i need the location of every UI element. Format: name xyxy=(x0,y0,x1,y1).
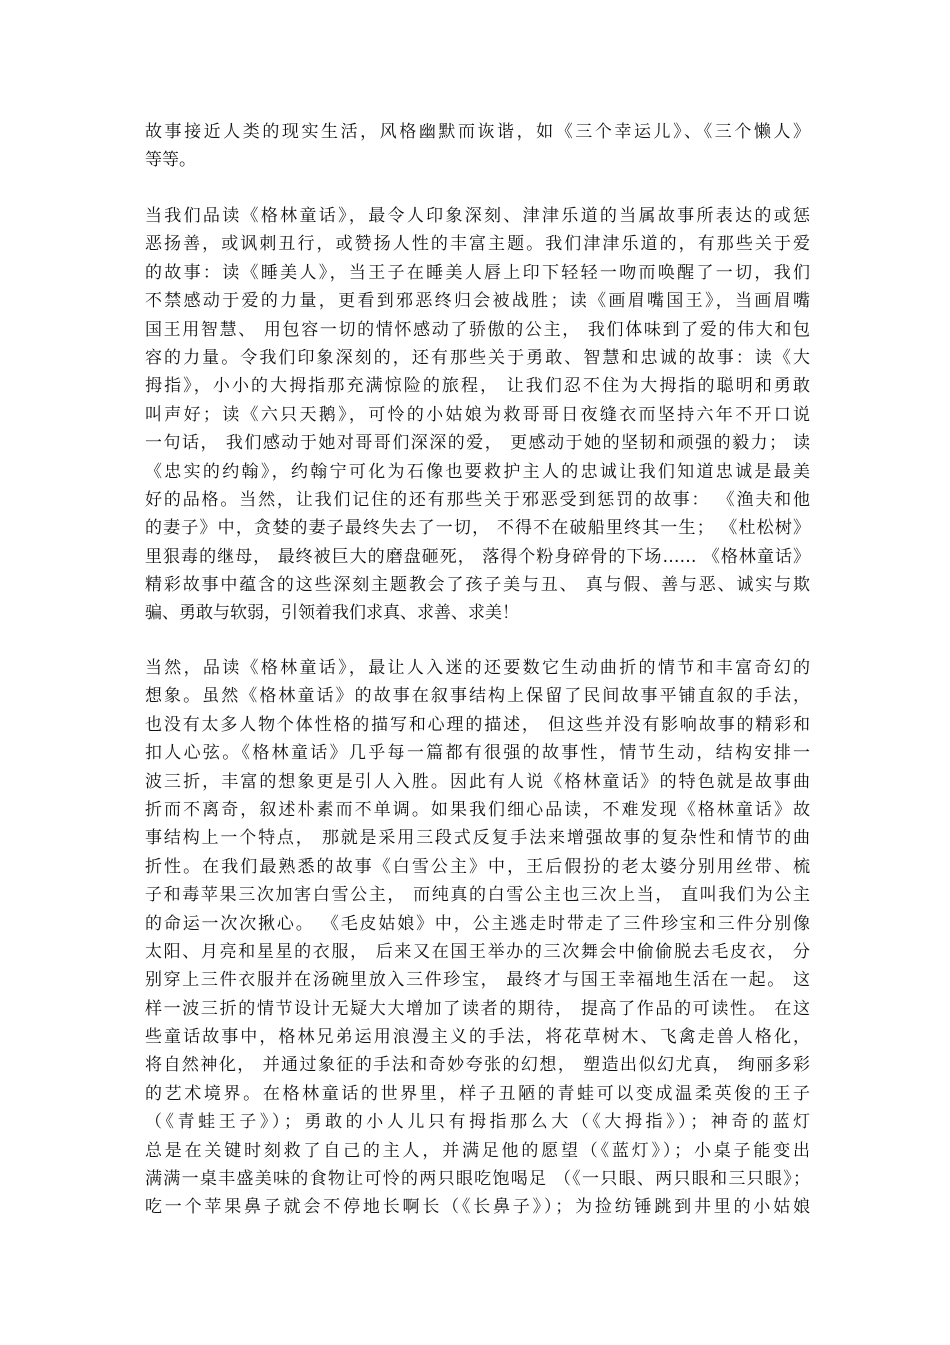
text-line: 一句话， 我们感动于她对哥哥们深深的爱， 更感动于她的坚韧和顽强的毅力； 读 xyxy=(145,433,810,454)
text-line: 样一波三折的情节设计无疑大大增加了读者的期待， 提高了作品的可读性。 在这 xyxy=(145,998,810,1019)
text-line: 的故事：读《睡美人》，当王子在睡美人唇上印下轻轻一吻而唤醒了一切，我们 xyxy=(145,262,810,283)
text-line: 些童话故事中，格林兄弟运用浪漫主义的手法，将花草树木、飞禽走兽人格化， xyxy=(145,1027,810,1048)
text-line: 子和毒苹果三次加害白雪公主， 而纯真的白雪公主也三次上当， 直叫我们为公主 xyxy=(145,885,810,906)
text-line: 总是在关键时刻救了自己的主人，并满足他的愿望（《蓝灯》）；小桌子能变出 xyxy=(145,1140,810,1161)
text-line: 满满一桌丰盛美味的食物让可怜的两只眼吃饱喝足 （《一只眼、两只眼和三只眼》； xyxy=(145,1169,810,1190)
text-line: 波三折，丰富的想象更是引人入胜。因此有人说《格林童话》的特色就是故事曲 xyxy=(145,771,810,792)
text-line: 想象。虽然《格林童话》的故事在叙事结构上保留了民间故事平铺直叙的手法， xyxy=(145,686,810,707)
text-line: （《青蛙王子》）；勇敢的小人儿只有拇指那么大（《大拇指》）；神奇的蓝灯 xyxy=(145,1112,810,1133)
text-line: 好的品格。当然，让我们记住的还有那些关于邪恶受到惩罚的故事： 《渔夫和他 xyxy=(145,489,810,510)
text-line: 将自然神化， 并通过象征的手法和奇妙夸张的幻想， 塑造出似幻尤真， 绚丽多彩 xyxy=(145,1055,810,1076)
text-line: 容的力量。令我们印象深刻的，还有那些关于勇敢、智慧和忠诚的故事：读《大 xyxy=(145,347,810,368)
text-line: 吃一个苹果鼻子就会不停地长啊长（《长鼻子》）；为捡纺锤跳到井里的小姑娘 xyxy=(145,1197,810,1218)
text-line: 扣人心弦。《格林童话》几乎每一篇都有很强的故事性，情节生动，结构安排一 xyxy=(145,743,810,764)
text-line: 里狠毒的继母， 最终被巨大的磨盘砸死， 落得个粉身碎骨的下场…… 《格林童话》 xyxy=(145,546,810,567)
text-line: 折而不离奇，叙述朴素而不单调。如果我们细心品读，不难发现《格林童话》故 xyxy=(145,799,810,820)
text-line: 折性。在我们最熟悉的故事《白雪公主》中，王后假扮的老太婆分别用丝带、梳 xyxy=(145,856,810,877)
paragraph-3 xyxy=(145,654,810,1222)
text-line: 骗、勇敢与软弱，引领着我们求真、求善、求美！ xyxy=(145,603,519,624)
text-line: 恶扬善，或讽刺丑行，或赞扬人性的丰富主题。我们津津乐道的，有那些关于爱 xyxy=(145,234,810,255)
paragraph-2 xyxy=(145,202,810,628)
text-line: 事结构上一个特点， 那就是采用三段式反复手法来增强故事的复杂性和情节的曲 xyxy=(145,828,810,849)
text-line: 叫声好；读《六只天鹅》，可怜的小姑娘为救哥哥日夜缝衣而坚持六年不开口说 xyxy=(145,404,810,425)
text-line: 国王用智慧、 用包容一切的情怀感动了骄傲的公主， 我们体味到了爱的伟大和包 xyxy=(145,319,810,340)
text-line: 《忠实的约翰》，约翰宁可化为石像也要救护主人的忠诚让我们知道忠诚是最美 xyxy=(145,461,810,482)
text-line: 拇指》，小小的大拇指那充满惊险的旅程， 让我们忍不住为大拇指的聪明和勇敢 xyxy=(145,376,810,397)
text-line: 别穿上三件衣服并在汤碗里放入三件珍宝， 最终才与国王幸福地生活在一起。 这 xyxy=(145,970,810,991)
text-line: 太阳、月亮和星星的衣服， 后来又在国王举办的三次舞会中偷偷脱去毛皮衣， 分 xyxy=(145,941,810,962)
text-line: 不禁感动于爱的力量，更看到邪恶终归会被战胜；读《画眉嘴国王》，当画眉嘴 xyxy=(145,291,810,312)
text-line: 故事接近人类的现实生活，风格幽默而诙谐，如《三个幸运儿》、《三个懒人》 xyxy=(145,122,810,142)
text-line: 精彩故事中蕴含的这些深刻主题教会了孩子美与丑、 真与假、善与恶、诚实与欺 xyxy=(145,575,810,596)
text-line: 也没有太多人物个体性格的描写和心理的描述， 但这些并没有影响故事的精彩和 xyxy=(145,714,810,735)
text-line: 当然，品读《格林童话》，最让人入迷的还要数它生动曲折的情节和丰富奇幻的 xyxy=(145,658,810,678)
text-line: 的妻子》中，贪婪的妻子最终失去了一切， 不得不在破船里终其一生； 《杜松树》 xyxy=(145,518,810,539)
text-line: 当我们品读《格林童话》，最令人印象深刻、津津乐道的当属故事所表达的或惩 xyxy=(145,206,810,226)
text-line: 等等。 xyxy=(145,150,196,171)
paragraph-1 xyxy=(145,118,810,175)
text-line: 的命运一次次揪心。 《毛皮姑娘》中，公主逃走时带走了三件珍宝和三件分别像 xyxy=(145,913,810,934)
text-line: 的艺术境界。在格林童话的世界里，样子丑陋的青蛙可以变成温柔英俊的王子 xyxy=(145,1083,810,1104)
